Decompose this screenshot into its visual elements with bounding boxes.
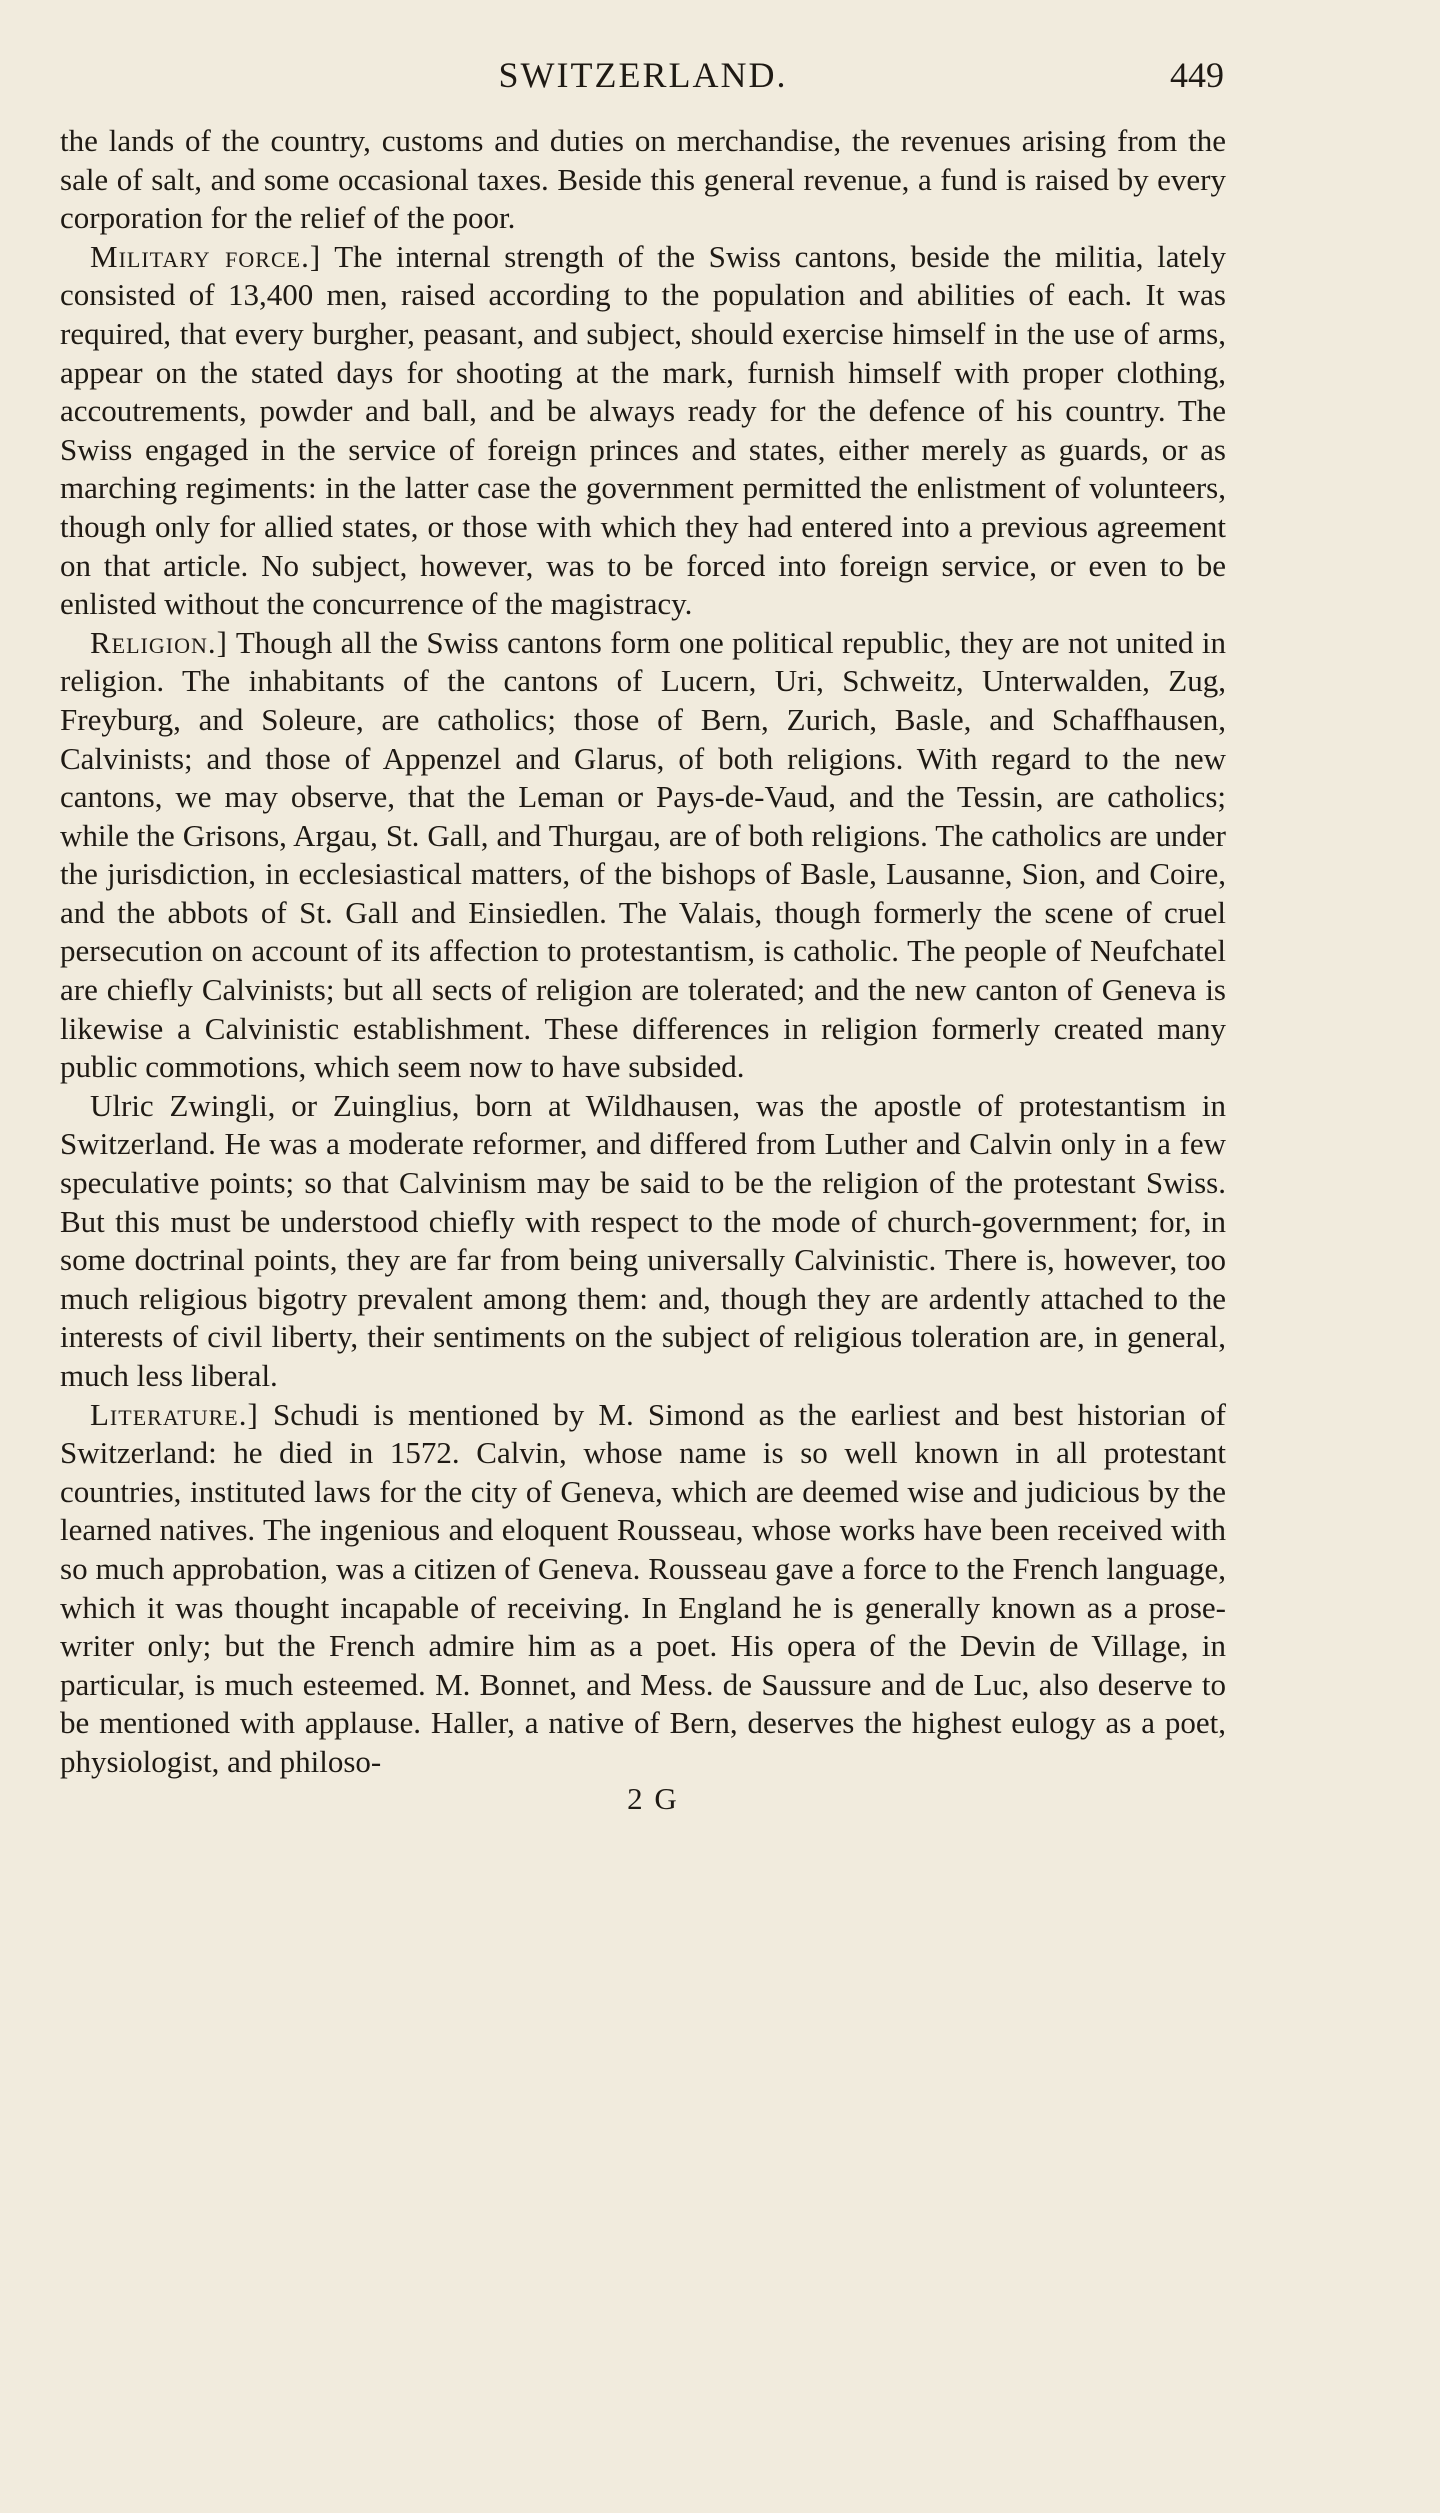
paragraph-text: Though all the Swiss cantons form one political republic, they are not united in religion. The inhabitants of the cantons of Lucern, Uri, Schweitz, Unterwalden, Zug, Freyburg, and Soleure, are catholics; those of Bern, Zurich, Basle, and Schaffhausen, Calvinists; and those of Appenzel and Glarus, of both religions. With regard to the new cantons, we may observe, that the Leman or Pays-de-Vaud, and the Tessin, are catholics; while the Grisons, Argau, St. Gall, and Thurgau, are of both religions. The catholics are under the jurisdiction, in ecclesiastical matters, of the bishops of Basle, Lausanne, Sion, and Coire, and the abbots of St. Gall and Einsiedlen. The Valais, though formerly the scene of cruel persecution on account of its affection to protestantism, is catholic. The people of Neufchatel are chiefly Calvinists; but all sects of religion are tolerated; and the new canton of Geneva is likewise a Calvinistic establishment. These differences in religion formerly created many public commotions, which seem now to have subsided. <box>60 624 1226 1085</box>
paragraph-zwingli <box>60 1087 1226 1396</box>
section-heading-religion: Religion.] <box>90 624 228 660</box>
paragraph-text: the lands of the country, customs and duties on merchandise, the revenues arising from the sale of salt, and some occasional taxes. Beside this general revenue, a fund is raised by every corporation for the relief of the poor. <box>60 123 1226 236</box>
page-title: SWITZERLAND. <box>498 55 788 95</box>
paragraph-text: Schudi is mentioned by M. Simond as the earliest and best historian of Switzerland: he died in 1572. Calvin, whose name is so well known in all protestant countries, instituted laws for the city of Geneva, which are deemed wise and judicious by the learned natives. The ingenious and eloquent Rousseau, whose works have been received with so much approbation, was a citizen of Geneva. Rousseau gave a force to the French language, which it was thought incapable of receiving. In England he is generally known as a prose-writer only; but the French admire him as a poet. His opera of the Devin de Village, in particular, is much esteemed. M. Bonnet, and Mess. de Saussure and de Luc, also deserve to be mentioned with applause. Haller, a native of Bern, deserves the highest eulogy as a poet, physiologist, and philoso- <box>60 1396 1226 1779</box>
paragraph-literature <box>60 1396 1226 1782</box>
section-heading-literature: Literature.] <box>90 1396 259 1432</box>
paragraph-religion <box>60 624 1226 1087</box>
paragraph-military-force <box>60 238 1226 624</box>
page-body <box>60 122 1226 1818</box>
book-page <box>60 40 1226 1818</box>
section-heading-military-force: Military force.] <box>90 238 322 274</box>
signature-mark: 2 G <box>627 1780 679 1816</box>
running-head <box>60 40 1226 110</box>
paragraph-revenue <box>60 122 1226 238</box>
paragraph-text: Ulric Zwingli, or Zuinglius, born at Wildhausen, was the apostle of protestantism in Switzerland. He was a moderate reformer, and differed from Luther and Calvin only in a few speculative points; so that Calvinism may be said to be the religion of the protestant Swiss. But this must be understood chiefly with respect to the mode of church-government; for, in some doctrinal points, they are far from being universally Calvinistic. There is, however, too much religious bigotry prevalent among them: and, though they are ardently attached to the interests of civil liberty, their sentiments on the subject of religious toleration are, in general, much less liberal. <box>60 1087 1226 1393</box>
page-number: 449 <box>1170 55 1224 95</box>
paragraph-text: The internal strength of the Swiss cantons, beside the militia, lately consisted of 13,400 men, raised according to the population and abilities of each. It was required, that every burgher, peasant, and subject, should exercise himself in the use of arms, appear on the stated days for shooting at the mark, furnish himself with proper clothing, accoutrements, powder and ball, and be always ready for the defence of his country. The Swiss engaged in the service of foreign princes and states, either merely as guards, or as marching regiments: in the latter case the government permitted the enlistment of volunteers, though only for allied states, or those with which they had entered into a previous agreement on that article. No subject, however, was to be forced into foreign service, or even to be enlisted without the concurrence of the magistracy. <box>60 238 1226 622</box>
